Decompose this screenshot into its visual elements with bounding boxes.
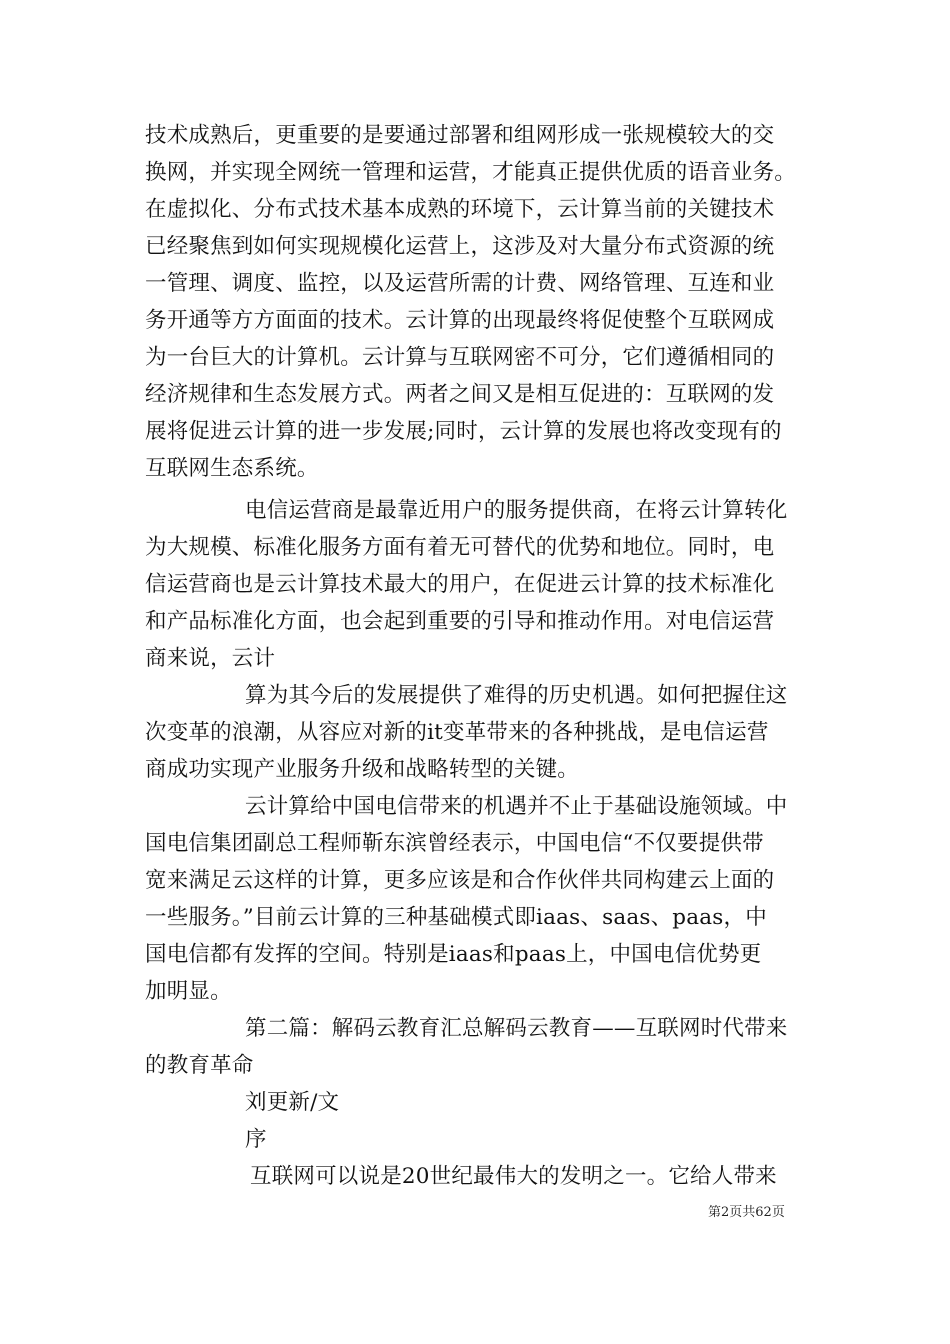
text-line: 信运营商也是云计算技术最大的用户，在促进云计算的技术标准化 xyxy=(145,572,775,597)
text-line: 已经聚焦到如何实现规模化运营上，这涉及对大量分布式资源的统 xyxy=(145,234,775,259)
text-line: 经济规律和生态发展方式。两者之间又是相互促进的：互联网的发 xyxy=(145,382,775,407)
text-line: 为一台巨大的计算机。云计算与互联网密不可分，它们遵循相同的 xyxy=(145,345,775,370)
text-line: 互联网可以说是20世纪最伟大的发明之一。它给人带来 xyxy=(250,1164,777,1189)
page-number-footer: 第2页共62页 xyxy=(708,1205,785,1220)
text-line: 互联网生态系统。 xyxy=(145,456,319,481)
text-line: 一些服务。”目前云计算的三种基础模式即iaas、saas、paas，中 xyxy=(145,905,767,930)
text-line: 国电信集团副总工程师靳东滨曾经表示，中国电信“不仅要提供带 xyxy=(145,831,764,856)
text-line: 和产品标准化方面，也会起到重要的引导和推动作用。对电信运营 xyxy=(145,609,775,634)
text-line: 算为其今后的发展提供了难得的历史机遇。如何把握住这 xyxy=(245,683,788,708)
text-line: 技术成熟后，更重要的是要通过部署和组网形成一张规模较大的交 xyxy=(145,123,775,148)
text-line: 展将促进云计算的进一步发展;同时，云计算的发展也将改变现有的 xyxy=(145,419,782,444)
section-heading: 的教育革命 xyxy=(145,1053,254,1078)
text-line: 电信运营商是最靠近用户的服务提供商，在将云计算转化 xyxy=(245,498,788,523)
text-line: 宽来满足云这样的计算，更多应该是和合作伙伴共同构建云上面的 xyxy=(145,868,775,893)
text-line: 为大规模、标准化服务方面有着无可替代的优势和地位。同时，电 xyxy=(145,535,775,560)
text-line: 云计算给中国电信带来的机遇并不止于基础设施领域。中 xyxy=(245,794,788,819)
text-line: 国电信都有发挥的空间。特别是iaas和paas上，中国电信优势更 xyxy=(145,942,762,967)
text-line: 商来说，云计 xyxy=(145,646,276,671)
text-line: 次变革的浪潮，从容应对新的it变革带来的各种挑战，是电信运营 xyxy=(145,720,769,745)
text-line: 务开通等方方面面的技术。云计算的出现最终将促使整个互联网成 xyxy=(145,308,775,333)
text-line: 商成功实现产业服务升级和战略转型的关键。 xyxy=(145,757,580,782)
text-line: 一管理、调度、监控，以及运营所需的计费、网络管理、互连和业 xyxy=(145,271,775,296)
text-line: 加明显。 xyxy=(145,979,232,1004)
author-line: 刘更新/文 xyxy=(245,1090,340,1115)
text-line: 换网，并实现全网统一管理和运营，才能真正提供优质的语音业务。 xyxy=(145,160,797,185)
section-heading: 第二篇：解码云教育汇总解码云教育——互联网时代带来 xyxy=(245,1016,788,1041)
text-line: 在虚拟化、分布式技术基本成熟的环境下，云计算当前的关键技术 xyxy=(145,197,775,222)
subheading: 序 xyxy=(245,1127,267,1152)
